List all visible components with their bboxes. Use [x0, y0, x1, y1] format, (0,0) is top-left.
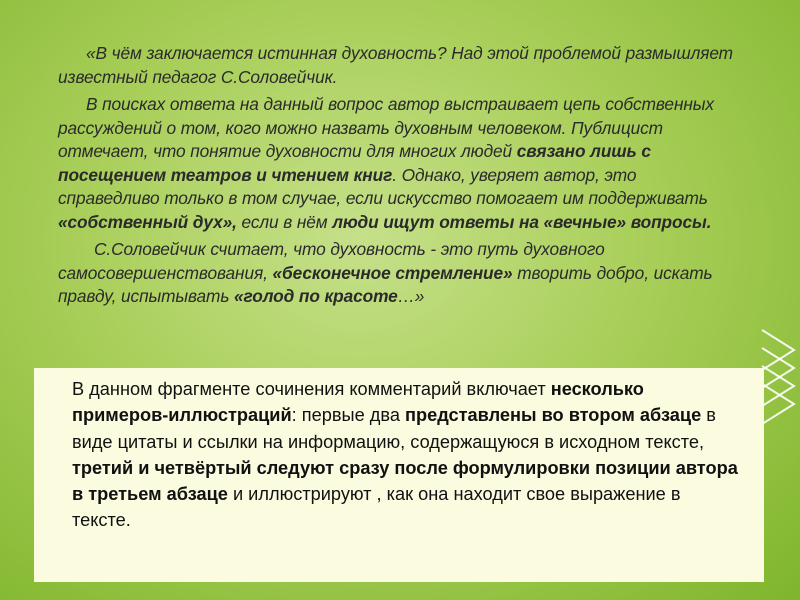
text-run: если в нём — [236, 211, 333, 232]
quote-paragraph-3 — [58, 238, 738, 309]
text-run: творить добро, искать правду, испытывать — [58, 262, 713, 306]
bold-run: представлены во втором абзаце — [405, 405, 702, 426]
commentary-box — [34, 368, 764, 582]
text-run: С.Соловейчик считает, что духовность - это путь духовного самосовершенствования, — [58, 239, 605, 283]
text-run: …» — [397, 286, 425, 306]
bold-run: связано лишь с посещением театров и чтением книг — [58, 141, 651, 185]
bold-run: «собственный дух», — [58, 211, 237, 232]
text-run: : первые два — [291, 405, 405, 426]
bold-run: люди ищут ответы на «вечные» вопросы. — [332, 211, 712, 232]
text-run: В данном фрагменте сочинения комментарий включает — [72, 379, 551, 399]
bold-run: «голод по красоте — [234, 286, 398, 306]
chevron-decoration-icon — [760, 0, 800, 600]
text-run: в виде цитаты и ссылки на информацию, содержащуюся в исходном тексте, — [72, 405, 716, 452]
text-run: «В чём заключается истинная духовность? Над этой проблемой размышляет известный педагог С.Соловейчик. — [58, 43, 733, 87]
text-run: . Однако, уверяет автор, это справедливо только в том случае, если искусство помогает им поддерживать — [58, 164, 708, 208]
bold-run: третий и четвёртый следуют сразу после формулировки позиции автора в третьем абзаце — [72, 457, 738, 505]
quote-paragraph-2 — [58, 93, 738, 234]
bold-run: «бесконечное стремление» — [272, 262, 513, 283]
quote-paragraph-1 — [58, 42, 738, 89]
bold-run: несколько примеров-иллюстраций — [72, 379, 644, 426]
text-run: и иллюстрируют , как она находит свое выражение в тексте. — [72, 484, 681, 531]
quote-block — [58, 42, 738, 309]
text-run: В поисках ответа на данный вопрос автор выстраивает цепь собственных рассуждений о том, кого можно назвать духовным человеком. Публицист отмечает, что понятие духовности для многих людей — [58, 94, 714, 161]
